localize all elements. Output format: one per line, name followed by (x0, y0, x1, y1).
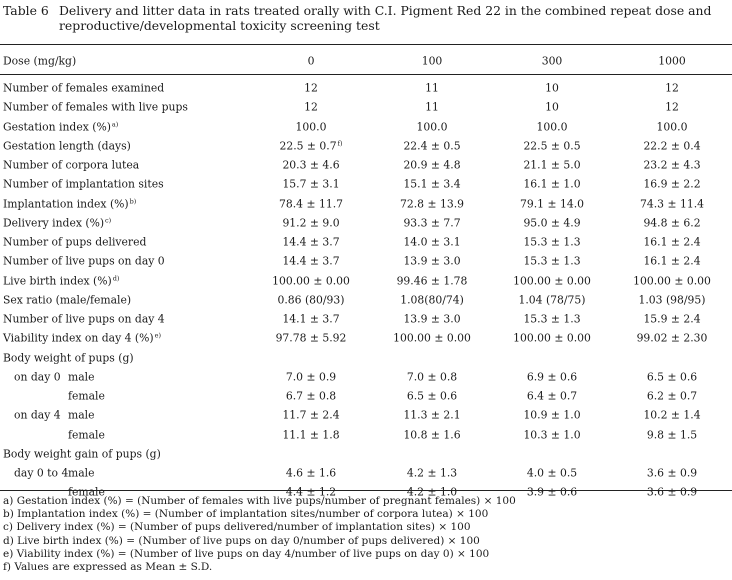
table-cell: 9.8 ± 1.5 (646, 428, 698, 442)
sex-label: male (68, 370, 95, 384)
footnote: e) Viability index (%) = (Number of live pups on day 4/number of live pups on day 0) × 100 (3, 547, 490, 560)
table-cell: 6.5 ± 0.6 (646, 370, 698, 384)
table-cell: 72.8 ± 13.9 (400, 197, 464, 211)
row-label: Implantation index (%)$^{b)}$ (3, 197, 137, 211)
table-cell: 14.4 ± 3.7 (282, 254, 340, 268)
header-rule (0, 74, 732, 75)
table-cell: 79.1 ± 14.0 (520, 197, 584, 211)
table-cell: 15.9 ± 2.4 (643, 312, 701, 326)
table-cell: 95.0 ± 4.9 (523, 216, 581, 230)
footnote-marker: f) (337, 139, 343, 148)
table-row (0, 117, 732, 136)
row-label: Number of corpora lutea (3, 158, 140, 172)
table-cell: 94.8 ± 6.2 (643, 216, 701, 230)
table-cell: 100.0 (416, 120, 448, 134)
table-cell: 100.00 ± 0.00 (272, 274, 350, 288)
table-cell: 12 (304, 100, 318, 114)
table-row (0, 252, 732, 271)
table-row (0, 464, 732, 483)
row-label: Body weight gain of pups (g) (3, 447, 161, 461)
table-cell: 16.1 ± 1.0 (523, 177, 581, 191)
table-cell: 13.9 ± 3.0 (403, 312, 461, 326)
table-cell: 78.4 ± 11.7 (279, 197, 343, 211)
table-cell: 100.00 ± 0.00 (513, 331, 591, 345)
table-cell: 20.3 ± 4.6 (282, 158, 340, 172)
table-caption (3, 3, 729, 33)
table-cell: 16.1 ± 2.4 (643, 235, 701, 249)
table-cell: 12 (665, 81, 679, 95)
table-cell: 14.1 ± 3.7 (282, 312, 340, 326)
table-cell: 22.5 ± 0.5 (523, 139, 581, 153)
dose-1000: 1000 (658, 54, 686, 68)
row-label: Gestation index (%)$^{a)}$ (3, 120, 119, 134)
footnote-marker: b) (129, 197, 137, 206)
row-label: Number of implantation sites (3, 177, 164, 191)
table-cell: 3.6 ± 0.9 (646, 485, 698, 499)
table-cell: 10.3 ± 1.0 (523, 428, 581, 442)
table-cell: 11.3 ± 2.1 (403, 408, 461, 422)
table-cell: 91.2 ± 9.0 (282, 216, 340, 230)
table-row (0, 367, 732, 386)
dose-0: 0 (307, 54, 315, 68)
table-cell: 100.00 ± 0.00 (393, 331, 471, 345)
table-cell: 0.86 (80/93) (277, 293, 345, 307)
table-row (0, 406, 732, 425)
row-label: Delivery index (%)$^{c)}$ (3, 216, 112, 230)
table-cell: $22.5 \pm 0.7^{f)}$ (279, 139, 343, 153)
table-row (0, 271, 732, 290)
footnote-marker: d) (112, 274, 120, 283)
header-row (0, 51, 732, 70)
footnote: a) Gestation index (%) = (Number of females with live pups/number of pregnant females) × 100 (3, 495, 516, 507)
footnote-marker: e) (154, 331, 162, 340)
table-cell: 3.9 ± 0.6 (526, 485, 578, 499)
table-cell: 22.2 ± 0.4 (643, 139, 701, 153)
table-cell: 100.0 (656, 120, 688, 134)
table-row (0, 387, 732, 406)
table-cell: 4.0 ± 0.5 (526, 466, 578, 480)
table-cell: 93.3 ± 7.7 (403, 216, 461, 230)
table-cell: 1.04 (78/75) (518, 293, 586, 307)
row-label: Body weight of pups (g) (3, 351, 134, 365)
row-label: on day 0 (14, 370, 61, 384)
table-row (0, 290, 732, 309)
table-cell: 7.0 ± 0.8 (406, 370, 458, 384)
row-label: Number of pups delivered (3, 235, 147, 249)
sex-label: male (68, 408, 95, 422)
table-cell: 100.00 ± 0.00 (633, 274, 711, 288)
table-row (0, 194, 732, 213)
table-cell: 11.7 ± 2.4 (282, 408, 340, 422)
table-cell: 11 (425, 81, 439, 95)
table-cell: 20.9 ± 4.8 (403, 158, 461, 172)
dose-300: 300 (541, 54, 563, 68)
table-cell: 6.4 ± 0.7 (526, 389, 578, 403)
row-label: day 0 to 4 (14, 466, 69, 480)
footnote-marker: a) (111, 120, 119, 129)
bottom-rule (0, 490, 732, 491)
sex-label: female (68, 485, 105, 499)
table-row (0, 233, 732, 252)
table-row (0, 98, 732, 117)
table-cell: 10 (545, 81, 559, 95)
table-cell: 10 (545, 100, 559, 114)
table-cell: 10.2 ± 1.4 (643, 408, 701, 422)
table-cell: 99.46 ± 1.78 (396, 274, 468, 288)
table-cell: 15.3 ± 1.3 (523, 254, 581, 268)
row-label: Number of females examined (3, 81, 165, 95)
row-label: on day 4 (14, 408, 61, 422)
footnote: f) Values are expressed as Mean ± S.D. (3, 561, 213, 573)
table-cell: 15.1 ± 3.4 (403, 177, 461, 191)
table-cell: 1.08(80/74) (400, 293, 464, 307)
table-cell: 6.7 ± 0.8 (285, 389, 337, 403)
table-cell: 3.6 ± 0.9 (646, 466, 698, 480)
table-cell: 100.0 (295, 120, 327, 134)
table-cell: 1.03 (98/95) (638, 293, 706, 307)
table-cell: 14.0 ± 3.1 (403, 235, 461, 249)
table-cell: 16.1 ± 2.4 (643, 254, 701, 268)
row-label: Sex ratio (male/female) (3, 293, 132, 307)
row-label: Live birth index (%)$^{d)}$ (3, 274, 120, 288)
table-row (0, 348, 732, 367)
table-cell: 15.7 ± 3.1 (282, 177, 340, 191)
table-cell: 100.00 ± 0.00 (513, 274, 591, 288)
table-row (0, 213, 732, 232)
table-row (0, 444, 732, 463)
footnote-marker: c) (105, 216, 112, 225)
table-cell: 16.9 ± 2.2 (643, 177, 701, 191)
table-cell: 15.3 ± 1.3 (523, 235, 581, 249)
sex-label: female (68, 428, 105, 442)
table-cell: 10.8 ± 1.6 (403, 428, 461, 442)
table-cell: 7.0 ± 0.9 (285, 370, 337, 384)
table-cell: 4.2 ± 1.3 (406, 466, 458, 480)
table-cell: 99.02 ± 2.30 (636, 331, 708, 345)
row-label: Number of females with live pups (3, 100, 188, 114)
table-cell: 11.1 ± 1.8 (282, 428, 340, 442)
table-cell: 74.3 ± 11.4 (640, 197, 704, 211)
table-label: Table 6 (3, 3, 49, 18)
table-cell: 6.2 ± 0.7 (646, 389, 698, 403)
table-row (0, 425, 732, 444)
table-cell: 15.3 ± 1.3 (523, 312, 581, 326)
table-cell: 14.4 ± 3.7 (282, 235, 340, 249)
table-cell: 4.2 ± 1.0 (406, 485, 458, 499)
table-row (0, 79, 732, 98)
footnote: d) Live birth index (%) = (Number of live pups on day 0/number of pups delivered) × 100 (3, 534, 480, 547)
table-row (0, 136, 732, 155)
table-row (0, 310, 732, 329)
dose-100: 100 (421, 54, 443, 68)
table-row (0, 329, 732, 348)
sex-label: female (68, 389, 105, 403)
row-label: Number of live pups on day 0 (3, 254, 165, 268)
table-row (0, 156, 732, 175)
dose-header: Dose (mg/kg) (3, 54, 77, 68)
table-cell: 4.6 ± 1.6 (285, 466, 337, 480)
table-cell: 97.78 ± 5.92 (275, 331, 347, 345)
top-rule (0, 44, 732, 45)
footnote: b) Implantation index (%) = (Number of implantation sites/number of corpora lutea) × 100 (3, 508, 489, 521)
table-title: Delivery and litter data in rats treated orally with C.I. Pigment Red 22 in the combined repeat dose and reproductive/developmental toxicity screening test (59, 3, 712, 33)
row-label: Gestation length (days) (3, 139, 131, 153)
table-cell: 13.9 ± 3.0 (403, 254, 461, 268)
table-cell: 10.9 ± 1.0 (523, 408, 581, 422)
table-cell: 22.4 ± 0.5 (403, 139, 461, 153)
sex-label: male (68, 466, 95, 480)
table-row (0, 175, 732, 194)
table-cell: 23.2 ± 4.3 (643, 158, 701, 172)
row-label: Number of live pups on day 4 (3, 312, 165, 326)
table-cell: 21.1 ± 5.0 (523, 158, 581, 172)
table-cell: 12 (665, 100, 679, 114)
table-cell: 4.4 ± 1.2 (285, 485, 337, 499)
footnote: c) Delivery index (%) = (Number of pups delivered/number of implantation sites) × 100 (3, 521, 471, 534)
table-cell: 6.5 ± 0.6 (406, 389, 458, 403)
table-cell: 11 (425, 100, 439, 114)
table-cell: 12 (304, 81, 318, 95)
table-cell: 6.9 ± 0.6 (526, 370, 578, 384)
table-cell: 100.0 (536, 120, 568, 134)
row-label: Viability index on day 4 (%)$^{e)}$ (3, 331, 162, 345)
